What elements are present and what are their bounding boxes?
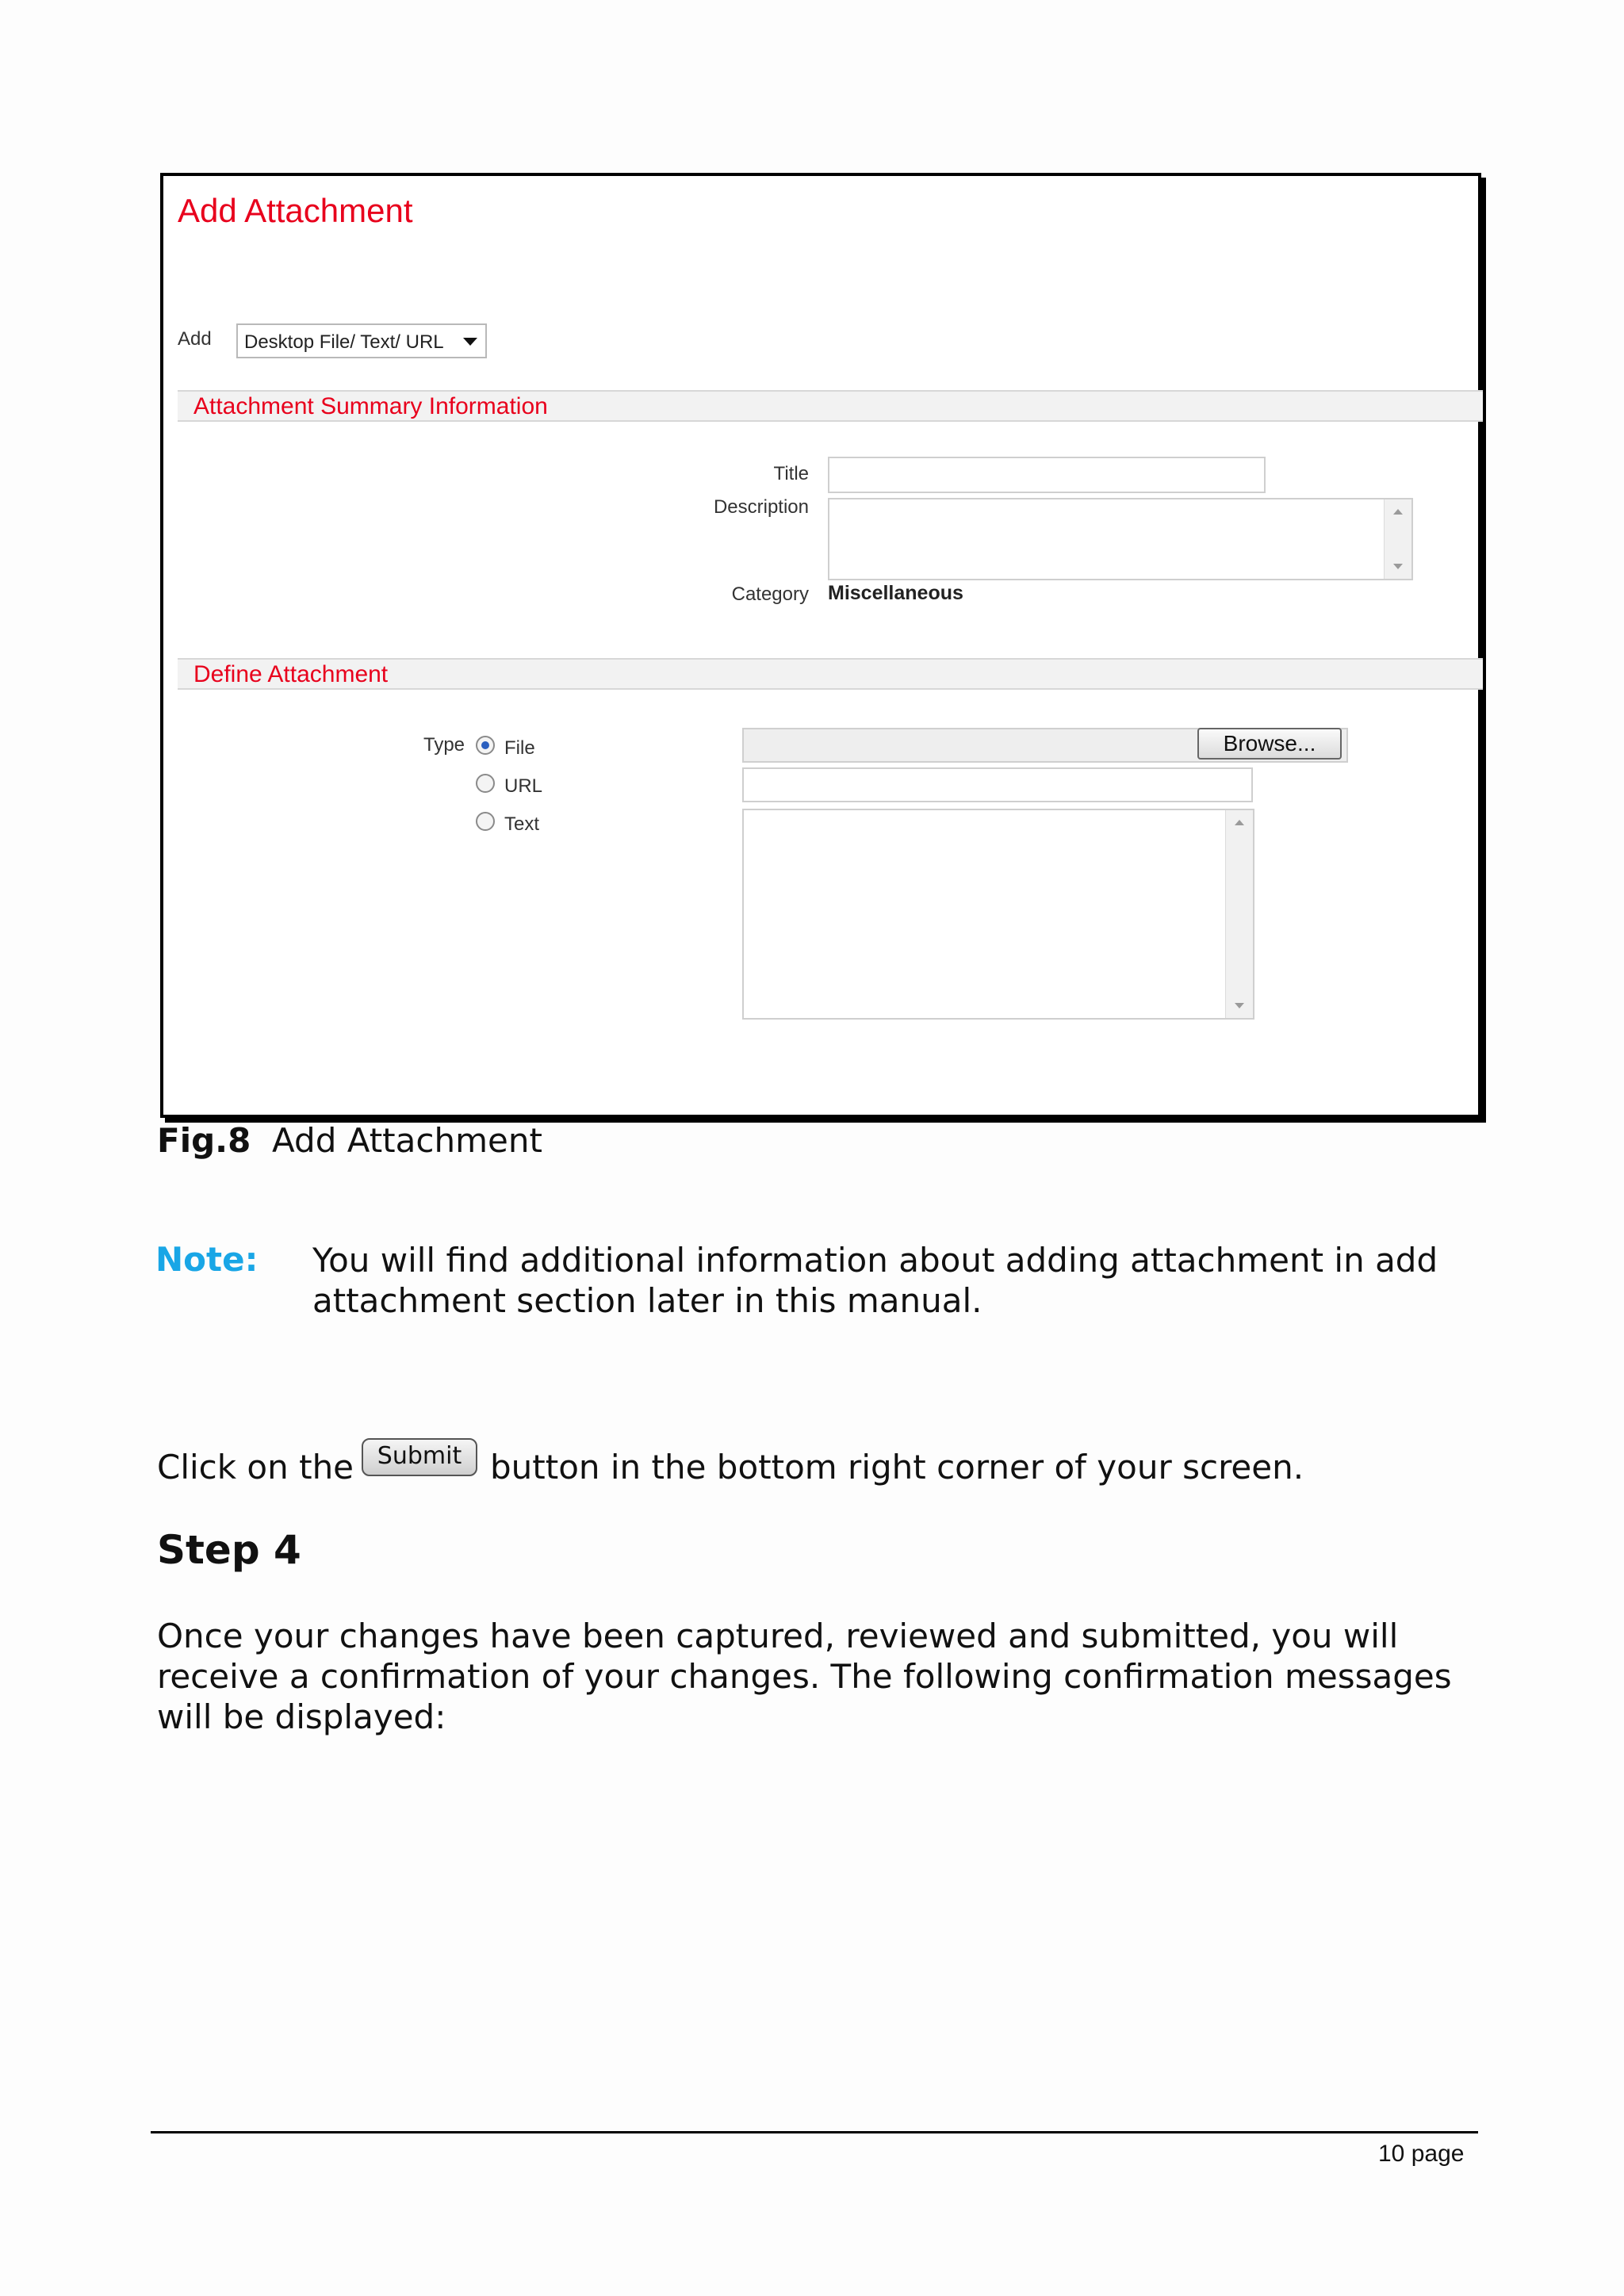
define-section-header [178,658,1483,690]
type-radio-file[interactable] [476,736,495,755]
summary-section-title: Attachment Summary Information [193,393,548,419]
step-body: Once your changes have been captured, reviewed and submitted, you will receive a confirmation of your changes. The following confirmation messages will be displayed: [157,1617,1452,1736]
scroll-down-icon [1235,1003,1244,1008]
scroll-up-icon [1235,820,1244,825]
chevron-down-icon [463,338,477,346]
title-label: Title [773,463,809,484]
text-scrollbar[interactable] [1225,810,1253,1018]
description-label: Description [713,496,809,518]
add-label: Add [178,328,212,350]
note-label: Note: [155,1240,259,1279]
summary-section-header [178,390,1483,422]
footer-divider [151,2131,1478,2133]
add-type-select-value: Desktop File/ Text/ URL [244,331,444,353]
instruction-after: button in the bottom right corner of your screen. [490,1448,1304,1487]
title-input[interactable] [828,457,1266,493]
scroll-up-icon [1393,509,1403,515]
submit-button-image: Submit [362,1438,477,1476]
description-textarea[interactable] [828,498,1413,580]
type-option-text: Text [504,813,540,835]
figure-number: Fig.8 [157,1121,251,1160]
description-scrollbar[interactable] [1384,499,1411,579]
instruction-before: Click on the [157,1448,354,1487]
step-heading: Step 4 [157,1527,301,1573]
figure-title: Add Attachment [272,1121,542,1160]
define-section-title: Define Attachment [193,661,389,687]
category-value: Miscellaneous [828,582,963,604]
add-attachment-screenshot [160,173,1481,1118]
form-title: Add Attachment [178,192,413,229]
scroll-down-icon [1393,564,1403,569]
type-option-file: File [504,737,535,759]
type-radio-text[interactable] [476,812,495,831]
type-radio-url[interactable] [476,774,495,793]
type-label: Type [423,734,465,756]
browse-button[interactable]: Browse... [1197,728,1342,760]
text-textarea[interactable] [742,809,1254,1020]
page-number: 10 page [1378,2141,1465,2167]
type-option-url: URL [504,775,543,797]
url-input[interactable] [742,767,1253,802]
note-text: You will find additional information about adding attachment in add attachment section later in this manual. [312,1241,1438,1320]
category-label: Category [731,584,809,605]
add-type-select[interactable] [236,323,487,358]
figure-caption [157,1121,542,1160]
